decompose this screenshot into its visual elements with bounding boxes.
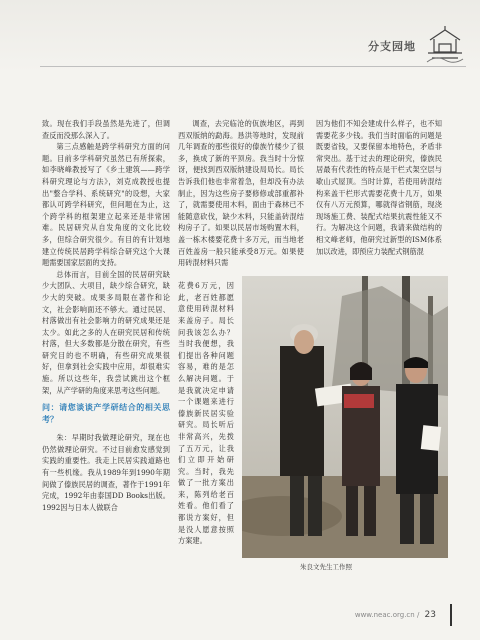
paragraph: 朱：早期时我做理论研究，现在也仍然做理论研究。不过目前愈发感觉到实践的重要性。我走上民居实践道路也有一些机缘。我从1989年到1990年期间做了傣族民居的调查，著作于1991年完成，1992年由泰国DD Books出版。1992因与日本人做联合: [42, 433, 170, 512]
interview-question: 问：请您谈谈产学研结合的相关思考？: [42, 403, 170, 425]
text-column-3: [316, 118, 442, 257]
text-column-1: [42, 118, 170, 513]
footer-bar: [450, 604, 452, 626]
header-band: [0, 0, 480, 72]
pagoda-logo-icon: [424, 22, 466, 64]
header-rule: [40, 66, 466, 67]
paragraph: 因为他们不知会建成什么样子，也不知需要花多少钱。我们当时面临的问题是既要省钱，又要保留本地特色，矛盾非常突出。基于过去的理论研究，傣族民居最有代表性的特点是干栏式架空层与歇山式屋顶。当时计算，若使用砖混结构来盖干栏形式需要花费十几万，如果仅有八万元预算，哪就得省钢筋，现浇现场施工费、装配式结果抗震性能又不行。为解决这个问题，我请来做结构的相文峰老师，他研究过新型的ISM体系加以改进，即预应力装配式钢筋混: [316, 119, 442, 256]
text-column-2-narrow: [178, 273, 234, 554]
photo-caption: 朱良文先生工作照: [300, 563, 352, 571]
page-footer: [355, 610, 436, 620]
paragraph: 花费6万元，因此，老百姓都愿意使用砖混材料来盖房子。局长问我该怎么办？当时我便想，我们提出各种问题容易，难的是怎么解决问题。于是我就决定申请一个课题来进行傣族新民居实验研究。局长听后非常高兴，先拨了五万元，让我们立即开始研究。当时，我先做了一批方案出来，陈列给老百姓看。他们看了都说方案好，但是没人愿意按照方案建。: [178, 281, 234, 546]
paragraph: 致。现在我们手段虽然是先进了，但调查反而没那么深入了。: [42, 119, 170, 140]
footer-separator: /: [416, 611, 420, 619]
paragraph: 总体而言，目前全国的民居研究缺少大团队、大项目，缺少综合研究，缺少大的突破。成果多局限在著作和论文，社会影响面还不够大。通过民居、村落做出有社会影响力的研究成果还是太少。如此之多的人在研究民居和传统村落，但大多数都是分散在研究，有些研究目的也不明确，有些研究成果很好，但拿到社会实践中应用，却很难实施。所以这些年，我尝试跳出这个框架，从产学研的角度来思考这些问题。: [42, 269, 170, 395]
paragraph: 第三点感触是跨学科研究方面的问题。目前多学科研究虽然已有所探索，如李晓峰教授写了《乡土建筑——跨学科研究理论与方法》，刘克成教授也提出"整合学科、系统研究"的设想，大家都认可跨学科研究，但问题在为止，这个跨学科的框架建立起来还是非常困难。民居研究从自发角度的文化比较多，但综合研究很少。有目的有计划地建立传统民居跨学科综合研究这个大课题需要国家层面的支持。: [42, 142, 170, 268]
page-number: 23: [424, 610, 436, 620]
footer-url: www.neac.org.cn: [354, 611, 415, 619]
paragraph: 调查，去完临沧的佤族地区，再到西双版纳的勐海。恳洪等地时，发现前几年调查的那些很好的傣族竹楼少了很多，换成了新的平顶房。我当时十分惊讶，便找到西双版纳建设局局长。局长告诉我们他也非常着急，但却没有办法制止，因为这些房子要修修或部重都补了，就需要使用木料，面由于森林已不能随意砍伐，缺少木料，只能盖砖混结构房子了。如果以民居市场购置木料，盖一栋木楼要花费十多万元，而当地老百姓盖房一般只能承受8万元。如果使用砖混材料只需: [178, 119, 304, 268]
text-column-2: [178, 118, 304, 269]
field-work-photo: [242, 276, 448, 558]
section-title: 分支园地: [368, 40, 416, 53]
